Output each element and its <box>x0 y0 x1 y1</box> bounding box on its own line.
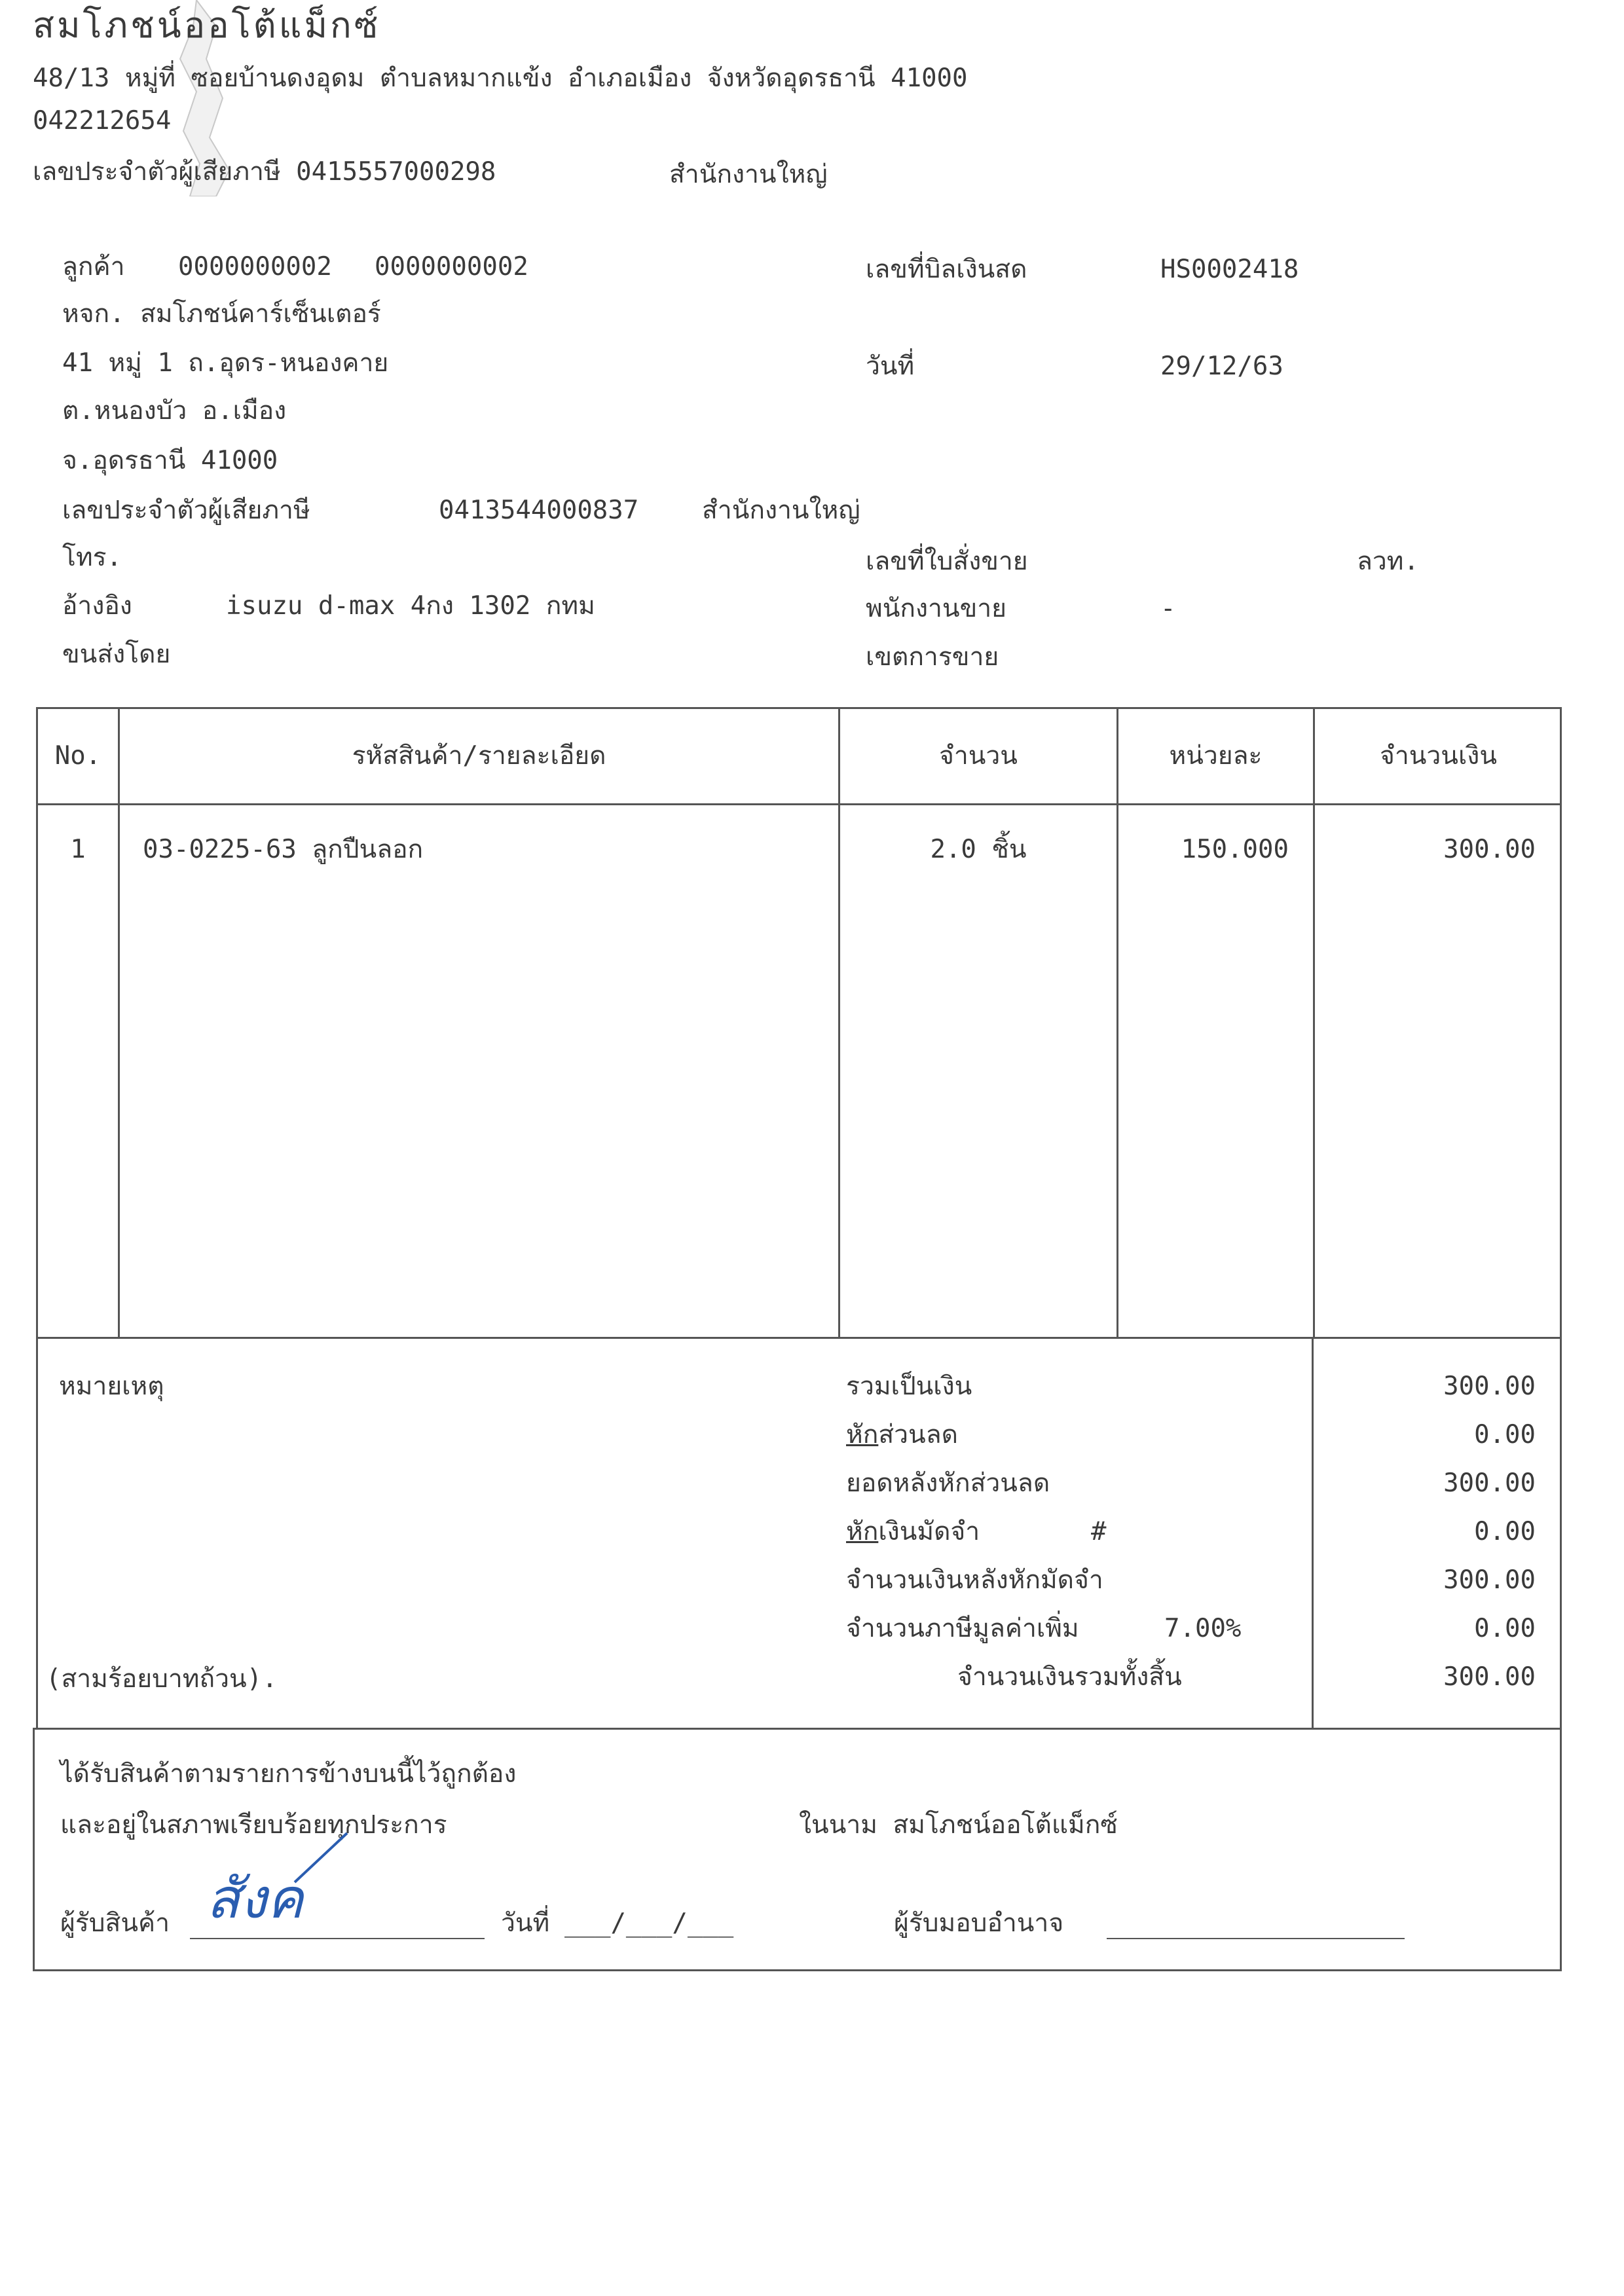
after-discount-value: 300.00 <box>1443 1468 1536 1498</box>
row-unit-price: 150.000 <box>1181 835 1289 864</box>
discount-value: 0.00 <box>1474 1420 1536 1449</box>
subtotal-value: 300.00 <box>1443 1372 1536 1401</box>
company-address: 48/13 หมู่ที่ ซอยบ้านดงอุดม ตำบลหมากแข้ง อำเภอเมือง จังหวัดอุดรธานี 41000 <box>33 64 968 93</box>
receive-date-blank: ___/___/___ <box>564 1908 734 1938</box>
sales-area-label: เขตการขาย <box>866 642 999 672</box>
vat-label: จำนวนภาษีมูลค่าเพิ่ม <box>846 1614 1079 1643</box>
header-description: รหัสสินค้า/รายละเอียด <box>352 741 606 771</box>
col-divider <box>118 707 120 1339</box>
row-description: 03-0225-63 ลูกปืนลอก <box>143 835 424 864</box>
deposit-label <box>846 1519 980 1544</box>
customer-address-3: จ.อุดรธานี 41000 <box>62 446 278 475</box>
discount-label-text: ส่วนลด <box>878 1420 958 1449</box>
customer-code: 0000000002 <box>178 252 332 282</box>
col-divider <box>1116 707 1118 1339</box>
row-quantity: 2.0 ชิ้น <box>930 835 1027 864</box>
deposit-label-text: เงินมัดจำ <box>878 1517 980 1546</box>
grand-total-label: จำนวนเงินรวมทั้งสิ้น <box>957 1662 1182 1692</box>
signature-stroke <box>288 1827 354 1886</box>
remark-label: หมายเหตุ <box>59 1372 164 1401</box>
vat-rate: 7.00% <box>1164 1614 1242 1643</box>
bill-number-label: เลขที่บิลเงินสด <box>866 255 1027 284</box>
customer-tax-id: 0413544000837 <box>439 496 639 525</box>
receive-date-label: วันที่ <box>501 1908 550 1938</box>
reference-label: อ้างอิง <box>62 591 132 621</box>
customer-phone-label: โทร. <box>62 543 122 572</box>
row-no: 1 <box>70 835 86 864</box>
sales-order-label: เลขที่ใบสั่งขาย <box>866 547 1028 576</box>
company-name: สมโภชน์ออโต้แม็กซ์ <box>33 5 381 46</box>
shipping-label: ขนส่งโดย <box>62 640 171 669</box>
items-table <box>36 707 1562 1339</box>
sales-order-value: ลวท. <box>1357 547 1419 576</box>
bill-number: HS0002418 <box>1160 255 1299 284</box>
vat-value: 0.00 <box>1474 1614 1536 1643</box>
company-branch: สำนักงานใหญ่ <box>669 160 828 189</box>
customer-branch: สำนักงานใหญ่ <box>702 496 860 525</box>
customer-label: ลูกค้า <box>62 252 125 282</box>
customer-tax-label: เลขประจำตัวผู้เสียภาษี <box>62 496 310 525</box>
customer-address-2: ต.หนองบัว อ.เมือง <box>62 396 287 426</box>
col-divider <box>1313 707 1315 1339</box>
grand-total-value: 300.00 <box>1443 1662 1536 1692</box>
salesperson-value: - <box>1160 594 1176 623</box>
receiver-signature: สังค <box>206 1867 304 1931</box>
deposit-hash: # <box>1091 1517 1107 1546</box>
company-tax-id: เลขประจำตัวผู้เสียภาษี 0415557000298 <box>33 157 496 187</box>
customer-address-1: 41 หมู่ 1 ถ.อุดร-หนองคาย <box>62 348 389 378</box>
bill-date-label: วันที่ <box>866 352 915 381</box>
header-unit-price: หน่วยละ <box>1169 741 1263 771</box>
authorized-label: ผู้รับมอบอำนาจ <box>894 1908 1064 1938</box>
header-no: No. <box>54 741 101 771</box>
amount-in-words: (สามร้อยบาทถ้วน). <box>46 1664 278 1694</box>
customer-name: หจก. สมโภชน์คาร์เซ็นเตอร์ <box>62 299 381 329</box>
deposit-label-deduct: หัก <box>846 1517 879 1546</box>
receiver-label: ผู้รับสินค้า <box>60 1908 170 1938</box>
subtotal-label: รวมเป็นเงิน <box>846 1372 972 1401</box>
summary-divider <box>1312 1337 1314 1730</box>
reference-value: isuzu d-max 4กง 1302 กทม <box>226 591 595 621</box>
on-behalf-of: ในนาม สมโภชน์ออโต้แม็กซ์ <box>799 1810 1118 1840</box>
received-statement-2: และอยู่ในสภาพเรียบร้อยทุกประการ <box>60 1810 447 1840</box>
row-amount: 300.00 <box>1443 835 1536 864</box>
discount-label-deduct: หัก <box>846 1420 879 1449</box>
bill-date: 29/12/63 <box>1160 352 1283 381</box>
receiver-signature-line <box>190 1938 485 1939</box>
after-deposit-label: จำนวนเงินหลังหักมัดจำ <box>846 1565 1103 1595</box>
customer-code-2: 0000000002 <box>375 252 528 282</box>
header-amount: จำนวนเงิน <box>1379 741 1497 771</box>
authorized-signature-line <box>1107 1938 1405 1939</box>
discount-label <box>846 1422 958 1448</box>
col-divider <box>838 707 840 1339</box>
after-discount-label: ยอดหลังหักส่วนลด <box>846 1468 1050 1498</box>
table-header-divider <box>36 803 1562 805</box>
company-phone: 042212654 <box>33 106 172 136</box>
after-deposit-value: 300.00 <box>1443 1565 1536 1595</box>
deposit-value: 0.00 <box>1474 1517 1536 1546</box>
salesperson-label: พนักงานขาย <box>866 594 1006 623</box>
received-statement-1: ได้รับสินค้าตามรายการข้างบนนี้ไว้ถูกต้อง <box>60 1759 517 1789</box>
header-quantity: จำนวน <box>939 741 1018 771</box>
